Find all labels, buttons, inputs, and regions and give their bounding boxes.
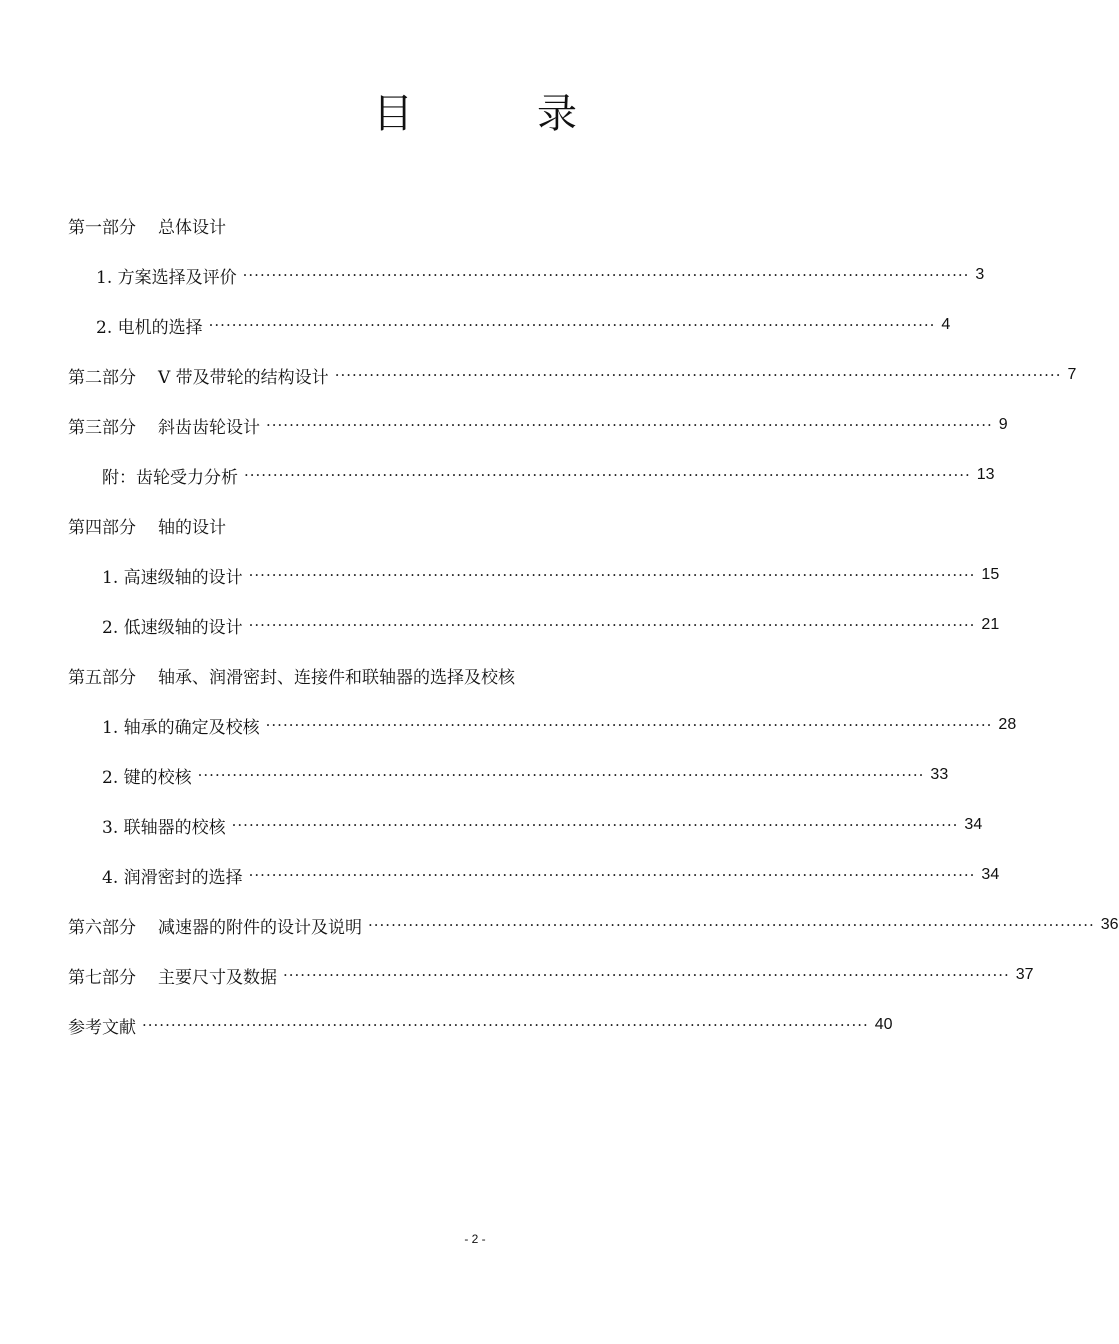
- toc-entry-text: 电机的选择: [117, 317, 203, 338]
- toc-entry-part-7[interactable]: [68, 957, 1034, 993]
- toc-page-number: 40: [874, 1016, 893, 1033]
- toc-entry-text: 主要尺寸及数据: [158, 967, 277, 988]
- dot-leader: ······························································································································: [265, 716, 993, 734]
- toc-entry-text: 轴承、润滑密封、连接件和联轴器的选择及校核: [158, 667, 515, 688]
- toc-entry-5-3[interactable]: [102, 807, 983, 843]
- toc-entry-label: 第五部分: [68, 667, 136, 688]
- toc-entry-label: 第七部分: [68, 967, 136, 988]
- toc-entry-number: 4.: [102, 867, 119, 888]
- toc-entry-4-2[interactable]: [102, 607, 1000, 643]
- toc-page-number: 36: [1100, 916, 1119, 933]
- toc-entry-5-2[interactable]: [102, 757, 949, 793]
- toc-entry-number: 2.: [102, 767, 119, 788]
- toc-entry-text: 联轴器的校核: [123, 817, 226, 838]
- toc-page-number: 34: [964, 816, 983, 833]
- toc-entry-label: 第四部分: [68, 517, 136, 538]
- toc-entry-text: 轴的设计: [158, 517, 226, 538]
- toc-entry-1-2[interactable]: [96, 307, 951, 343]
- dot-leader: ······························································································································: [248, 866, 976, 884]
- toc-page-number: 7: [1067, 366, 1077, 383]
- toc-entry-text: 斜齿齿轮设计: [158, 417, 260, 438]
- dot-leader: ······························································································································: [197, 766, 925, 784]
- toc-entry-part-5[interactable]: [68, 657, 808, 693]
- toc-entry-label: 第三部分: [68, 417, 136, 438]
- toc-entry-number: 1.: [96, 267, 113, 288]
- toc-page-number: 4: [941, 316, 951, 333]
- toc-entry-1-1[interactable]: [96, 257, 985, 293]
- dot-leader: ······························································································································: [283, 966, 1010, 984]
- toc-entry-text: 参考文献: [68, 1017, 136, 1038]
- dot-leader: ······························································································································: [334, 366, 1062, 384]
- toc-page-number: 3: [975, 266, 985, 283]
- toc-entry-5-1[interactable]: [102, 707, 1017, 743]
- toc-entry-text: 键的校核: [123, 767, 192, 788]
- toc-entry-part-4[interactable]: [68, 507, 808, 543]
- toc-entry-text: 减速器的附件的设计及说明: [158, 917, 362, 938]
- toc-page-number: 37: [1015, 966, 1034, 983]
- toc-entry-appendix[interactable]: [102, 457, 995, 493]
- toc-entry-number: 1.: [102, 567, 119, 588]
- toc-page-number: 33: [930, 766, 949, 783]
- toc-entry-label: 第一部分: [68, 217, 136, 238]
- toc-entry-number: 2.: [96, 317, 113, 338]
- toc-entry-number: 2.: [102, 617, 119, 638]
- toc-page-number: 21: [981, 616, 1000, 633]
- toc-entry-part-1[interactable]: [68, 207, 808, 243]
- toc-page-number: 15: [981, 566, 1000, 583]
- toc-entry-text: 高速级轴的设计: [123, 567, 243, 588]
- toc-entry-label: 第六部分: [68, 917, 136, 938]
- toc-entry-5-4[interactable]: [102, 857, 1000, 893]
- toc-entry-part-6[interactable]: [68, 907, 1119, 943]
- toc-entry-text: 总体设计: [158, 217, 226, 238]
- toc-entry-part-2[interactable]: [68, 357, 1077, 393]
- dot-leader: ······························································································································: [248, 616, 976, 634]
- dot-leader: ······························································································································: [266, 416, 993, 434]
- toc-page-number: 34: [981, 866, 1000, 883]
- toc-page-number: 28: [998, 716, 1017, 733]
- dot-leader: ······························································································································: [208, 316, 936, 334]
- dot-leader: ······························································································································: [242, 266, 970, 284]
- toc-entry-text: 润滑密封的选择: [123, 867, 243, 888]
- dot-leader: ······························································································································: [142, 1016, 869, 1034]
- toc-entry-label: 第二部分: [68, 367, 136, 388]
- toc-entry-text: 轴承的确定及校核: [123, 717, 260, 738]
- toc-page-number: 9: [998, 416, 1008, 433]
- toc-entry-part-3[interactable]: [68, 407, 1008, 443]
- dot-leader: ······························································································································: [368, 916, 1095, 934]
- page-number-footer: - 2 -: [464, 1232, 486, 1246]
- page-title: 目 录: [373, 91, 619, 137]
- dot-leader: ······························································································································: [244, 466, 971, 484]
- dot-leader: ······························································································································: [248, 566, 976, 584]
- toc-entry-number: 3.: [102, 817, 119, 838]
- dot-leader: ······························································································································: [231, 816, 959, 834]
- toc-entry-label: 附：: [102, 467, 136, 488]
- toc-page-number: 13: [976, 466, 995, 483]
- toc-entry-text: 低速级轴的设计: [123, 617, 243, 638]
- toc-entry-references[interactable]: [68, 1007, 893, 1043]
- toc-entry-text: 齿轮受力分析: [136, 467, 238, 488]
- toc-entry-4-1[interactable]: [102, 557, 1000, 593]
- toc-entry-text: V 带及带轮的结构设计: [158, 367, 329, 388]
- toc-entry-text: 方案选择及评价: [117, 267, 237, 288]
- toc-entry-number: 1.: [102, 717, 119, 738]
